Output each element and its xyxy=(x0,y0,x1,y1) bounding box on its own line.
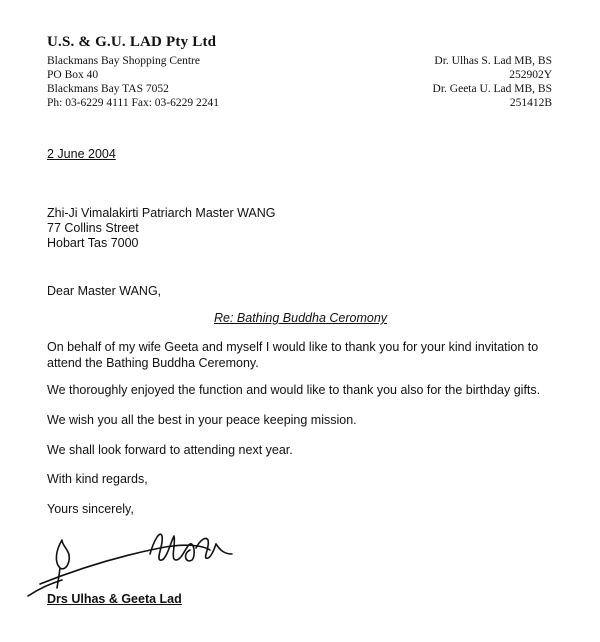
recipient-line: Zhi-Ji Vimalakirti Patriarch Master WANG xyxy=(47,206,276,220)
closing: Yours sincerely, xyxy=(47,502,134,516)
company-name: U.S. & G.U. LAD Pty Ltd xyxy=(47,34,217,50)
subject-line: Re: Bathing Buddha Ceromony xyxy=(214,311,388,325)
recipient-line: Hobart Tas 7000 xyxy=(47,236,139,250)
letter-date: 2 June 2004 xyxy=(47,147,116,161)
recipient-line: 77 Collins Street xyxy=(47,221,139,235)
doctor-credentials xyxy=(433,54,552,110)
signatory-name: Drs Ulhas & Geeta Lad xyxy=(47,592,182,606)
doctor-name: Dr. Ulhas S. Lad MB, BS xyxy=(434,55,552,67)
contact-line: Ph: 03-6229 4111 Fax: 03-6229 2241 xyxy=(47,97,219,109)
handwritten-signature xyxy=(10,510,250,600)
doctor-number: 251412B xyxy=(509,97,552,109)
address-line: PO Box 40 xyxy=(47,69,99,81)
paragraph: On behalf of my wife Geeta and myself I would like to thank you for your kind invitation to attend the Bathing Buddha Ceremony. xyxy=(47,340,539,370)
paragraph: With kind regards, xyxy=(47,472,148,486)
company-address xyxy=(47,54,219,110)
doctor-name: Dr. Geeta U. Lad MB, BS xyxy=(432,83,552,95)
paragraph: We shall look forward to attending next year. xyxy=(47,443,293,457)
doctor-number: 252902Y xyxy=(509,69,552,81)
recipient-address xyxy=(47,206,276,251)
address-line: Blackmans Bay Shopping Centre xyxy=(47,55,200,67)
salutation: Dear Master WANG, xyxy=(47,284,162,298)
address-line: Blackmans Bay TAS 7052 xyxy=(47,83,169,95)
paragraph: We thoroughly enjoyed the function and would like to thank you also for the birthday gifts. xyxy=(47,383,541,397)
paragraph: We wish you all the best in your peace keeping mission. xyxy=(47,413,357,427)
